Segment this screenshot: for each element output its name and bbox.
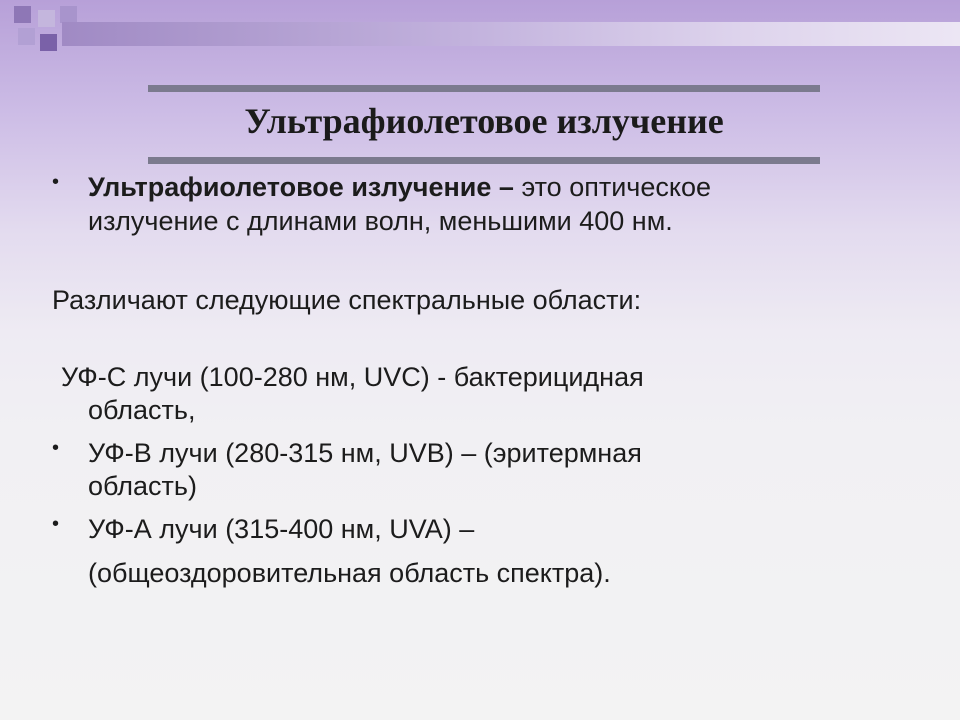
list-item-uva-line-2: (общеоздоровительная область спектра). — [88, 558, 611, 588]
decorative-square — [14, 6, 31, 23]
decorative-square — [60, 6, 77, 23]
bullet-marker: • — [52, 171, 60, 193]
list-item-uva-line-1: УФ-А лучи (315-400 нм, UVA) – — [88, 514, 475, 544]
slide-title: Ультрафиолетовое излучение — [244, 101, 724, 141]
decorative-bar — [62, 22, 960, 46]
list-item-uvc-line-1: УФ-С лучи (100-280 нм, UVC) - бактерицидная — [61, 362, 644, 392]
decorative-square — [38, 10, 55, 27]
bullet-marker: • — [52, 513, 60, 535]
intro-text: Различают следующие спектральные области: — [52, 285, 642, 315]
definition-text: это оптическое — [513, 172, 712, 202]
bullet-marker: • — [52, 437, 60, 459]
decorative-square — [18, 28, 35, 45]
decorative-square — [40, 34, 57, 51]
definition-line-1 — [88, 170, 711, 204]
definition-term: Ультрафиолетовое излучение – — [88, 172, 514, 202]
title-rule-bottom — [148, 157, 820, 164]
list-item-uvc-line-2: область, — [88, 395, 196, 425]
list-item-uvb-line-2: область) — [88, 471, 197, 501]
definition-line-2: излучение с длинами волн, меньшими 400 нм. — [88, 206, 673, 236]
title-rule-top — [148, 85, 820, 92]
list-item-uvb-line-1: УФ-В лучи (280-315 нм, UVB) – (эритермная — [88, 438, 642, 468]
